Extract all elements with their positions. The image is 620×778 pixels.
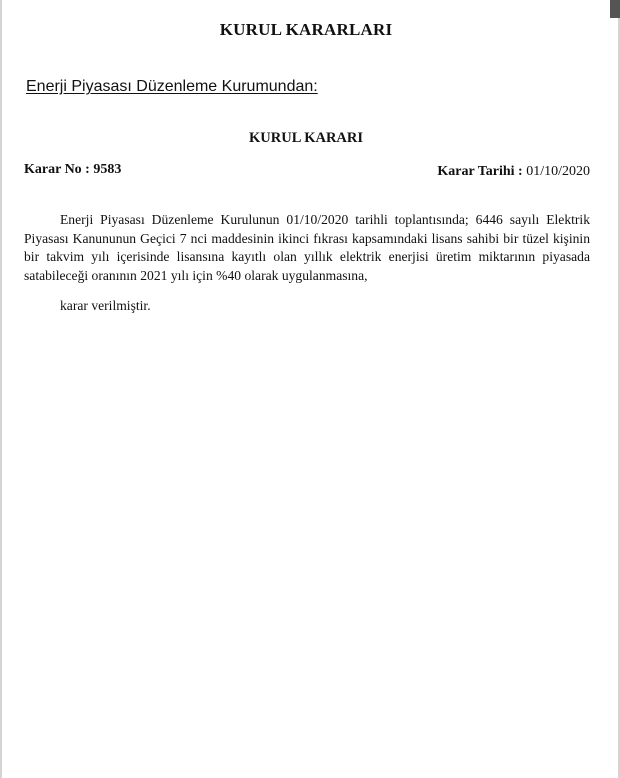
decision-number [24,162,121,178]
document-main-title: KURUL KARARLARI [219,20,393,39]
decision-closing-text: karar verilmiştir. [60,298,151,313]
decision-date-value: 01/10/2020 [526,164,590,179]
decision-date-label: Karar Tarihi : [437,164,527,179]
decision-number-value: 9583 [93,162,122,177]
decision-date [437,164,590,180]
institution-heading: Enerji Piyasası Düzenleme Kurumundan: [26,78,318,95]
decision-number-label: Karar No : [24,162,94,177]
decision-body-text: Enerji Piyasası Düzenleme Kurulunun 01/10/2020 tarihli toplantısında; 6446 sayılı Elektrik Piyasası Kanununun Geçici 7 nci maddesinin ikinci fıkrası kapsamındaki lisans sahibi bir tüzel kişinin bir takvim yılı içerisinde lisansına kayıtlı olan yıllık elektrik enerjisi üretim miktarının piyasada satabileceği oranının 2021 yılı için %40 olarak uygulanmasına, [24,212,590,283]
decision-section-title: KURUL KARARI [249,130,363,146]
